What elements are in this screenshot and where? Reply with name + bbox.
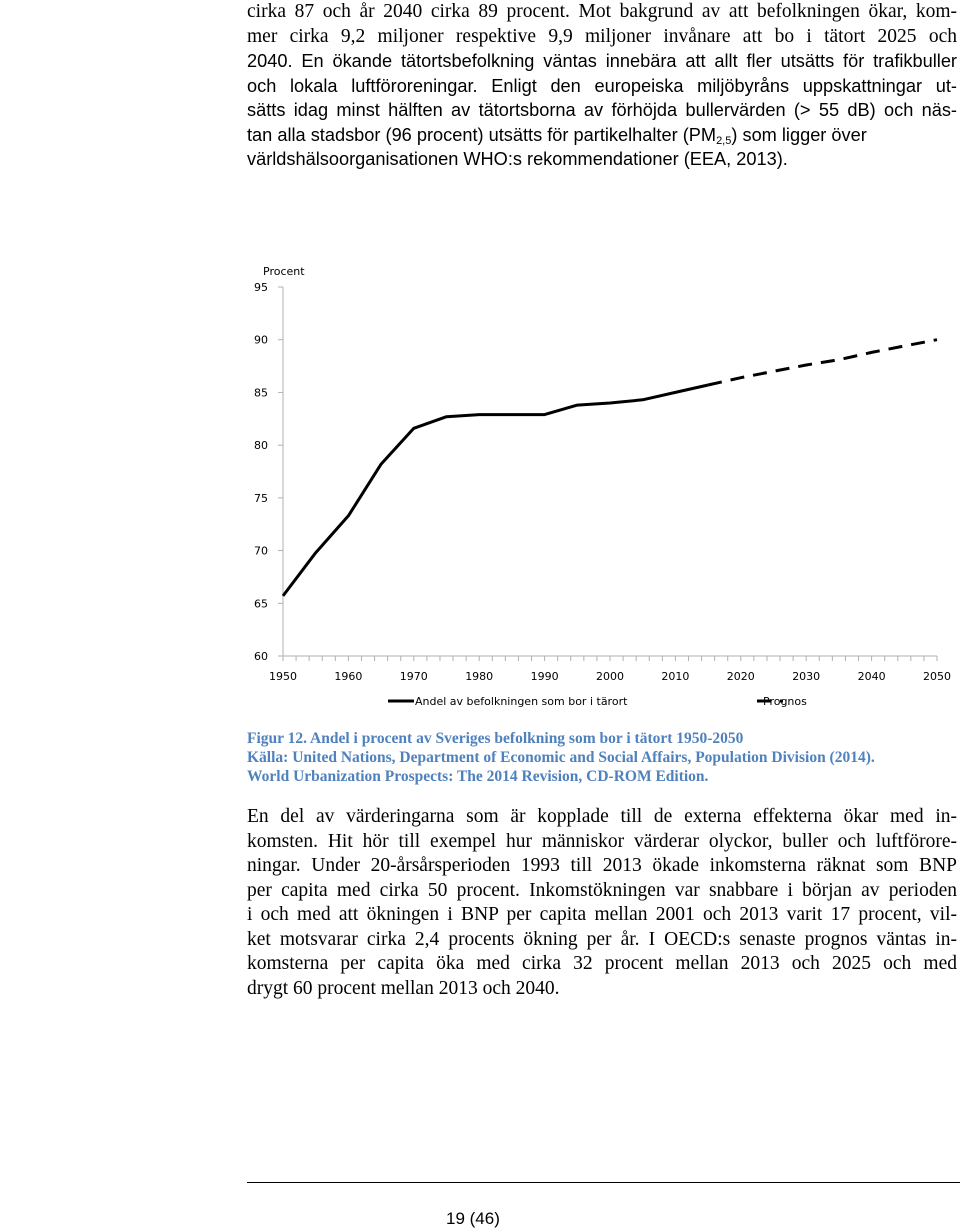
caption-source: Källa: United Nations, Department of Economic and Social Affairs, Population Division (2014). bbox=[247, 749, 875, 766]
text-line: per capita med cirka 50 procent. Inkomstökningen var snabbare i början av perioden bbox=[247, 879, 957, 901]
x-tick-label: 1980 bbox=[465, 670, 494, 683]
text-line: i och med att ökningen i BNP per capita mellan 2001 och 2013 varit 17 procent, vil- bbox=[247, 904, 957, 925]
text-line-pm-end: ) som ligger över bbox=[731, 124, 867, 145]
y-tick-label: 70 bbox=[254, 544, 268, 558]
y-tick-label: 80 bbox=[254, 439, 268, 453]
legend-label: Prognos bbox=[763, 695, 807, 708]
caption-title: Figur 12. Andel i procent av Sveriges befolkning som bor i tätort 1950-2050 bbox=[247, 730, 744, 747]
text-line: cirka 87 och år 2040 cirka 89 procent. Mot bakgrund av att befolkningen ökar, kom- bbox=[247, 1, 957, 22]
text-line: ningar. Under 20-årsårsperioden 1993 till 2013 ökade inkomsterna räknat som BNP bbox=[247, 855, 957, 876]
y-axis-title: Procent bbox=[263, 265, 305, 278]
y-tick-label: 85 bbox=[254, 386, 268, 400]
legend-label: Andel av befolkningen som bor i tärort bbox=[415, 695, 628, 708]
x-tick-label: 2010 bbox=[661, 670, 690, 683]
y-tick-label: 60 bbox=[254, 650, 268, 663]
x-tick-label: 1990 bbox=[530, 670, 559, 683]
text-line: och lokala luftföroreningar. Enligt den europeiska miljöbyråns uppskattningar ut- bbox=[247, 75, 957, 96]
body-text-top bbox=[247, 0, 957, 172]
text-line: komsterna per capita öka med cirka 32 procent mellan 2013 och 2025 och med bbox=[247, 953, 957, 974]
x-tick-label: 1960 bbox=[334, 670, 363, 683]
urbanization-line-chart bbox=[240, 255, 960, 725]
page-number: 19 (46) bbox=[446, 1209, 500, 1228]
x-tick-label: 2030 bbox=[792, 670, 821, 683]
x-tick-label: 2040 bbox=[857, 670, 886, 683]
series-line-urban-share bbox=[283, 385, 708, 596]
text-line: 2040. En ökande tätortsbefolkning väntas innebära att allt fler utsätts för trafikbuller bbox=[247, 51, 957, 71]
figure-caption bbox=[247, 729, 957, 786]
x-tick-label: 2050 bbox=[923, 670, 951, 683]
y-tick-label: 90 bbox=[254, 333, 268, 347]
text-line: ket motsvarar cirka 2,4 procents ökning per år. I OECD:s senaste prognos väntas in- bbox=[247, 928, 957, 950]
caption-source-cont: World Urbanization Prospects: The 2014 Revision, CD-ROM Edition. bbox=[247, 768, 709, 785]
pm-subscript: 2,5 bbox=[716, 134, 732, 147]
text-line: sätts idag minst hälften av tätortsborna av förhöjda bullervärden (> 55 dB) och näs- bbox=[247, 100, 957, 120]
x-tick-label: 2000 bbox=[596, 670, 624, 683]
text-line-pm-start: tan alla stadsbor (96 procent) utsätts för partikelhalter (PM bbox=[247, 124, 717, 145]
y-tick-label: 65 bbox=[254, 597, 268, 611]
text-line: komsten. Hit hör till exempel hur människor värderar olyckor, buller och luftförore- bbox=[247, 830, 957, 852]
footer-rule bbox=[247, 1182, 960, 1183]
text-line: drygt 60 procent mellan 2013 och 2040. bbox=[247, 977, 560, 999]
y-tick-label: 75 bbox=[254, 491, 268, 505]
text-line: En del av värderingarna som är kopplade till de externa effekterna ökar med in- bbox=[247, 806, 957, 827]
text-line-pm bbox=[247, 123, 957, 148]
x-tick-label: 1970 bbox=[399, 670, 428, 683]
series-line-prognos bbox=[708, 340, 937, 385]
body-text-bottom bbox=[247, 805, 957, 1001]
text-line: världshälsoorganisationen WHO:s rekommendationer (EEA, 2013). bbox=[247, 149, 788, 169]
x-tick-label: 1950 bbox=[269, 670, 297, 683]
y-tick-label: 95 bbox=[254, 281, 268, 294]
text-line: mer cirka 9,2 miljoner respektive 9,9 miljoner invånare att bo i tätort 2025 och bbox=[247, 25, 957, 47]
x-tick-label: 2020 bbox=[726, 670, 755, 683]
